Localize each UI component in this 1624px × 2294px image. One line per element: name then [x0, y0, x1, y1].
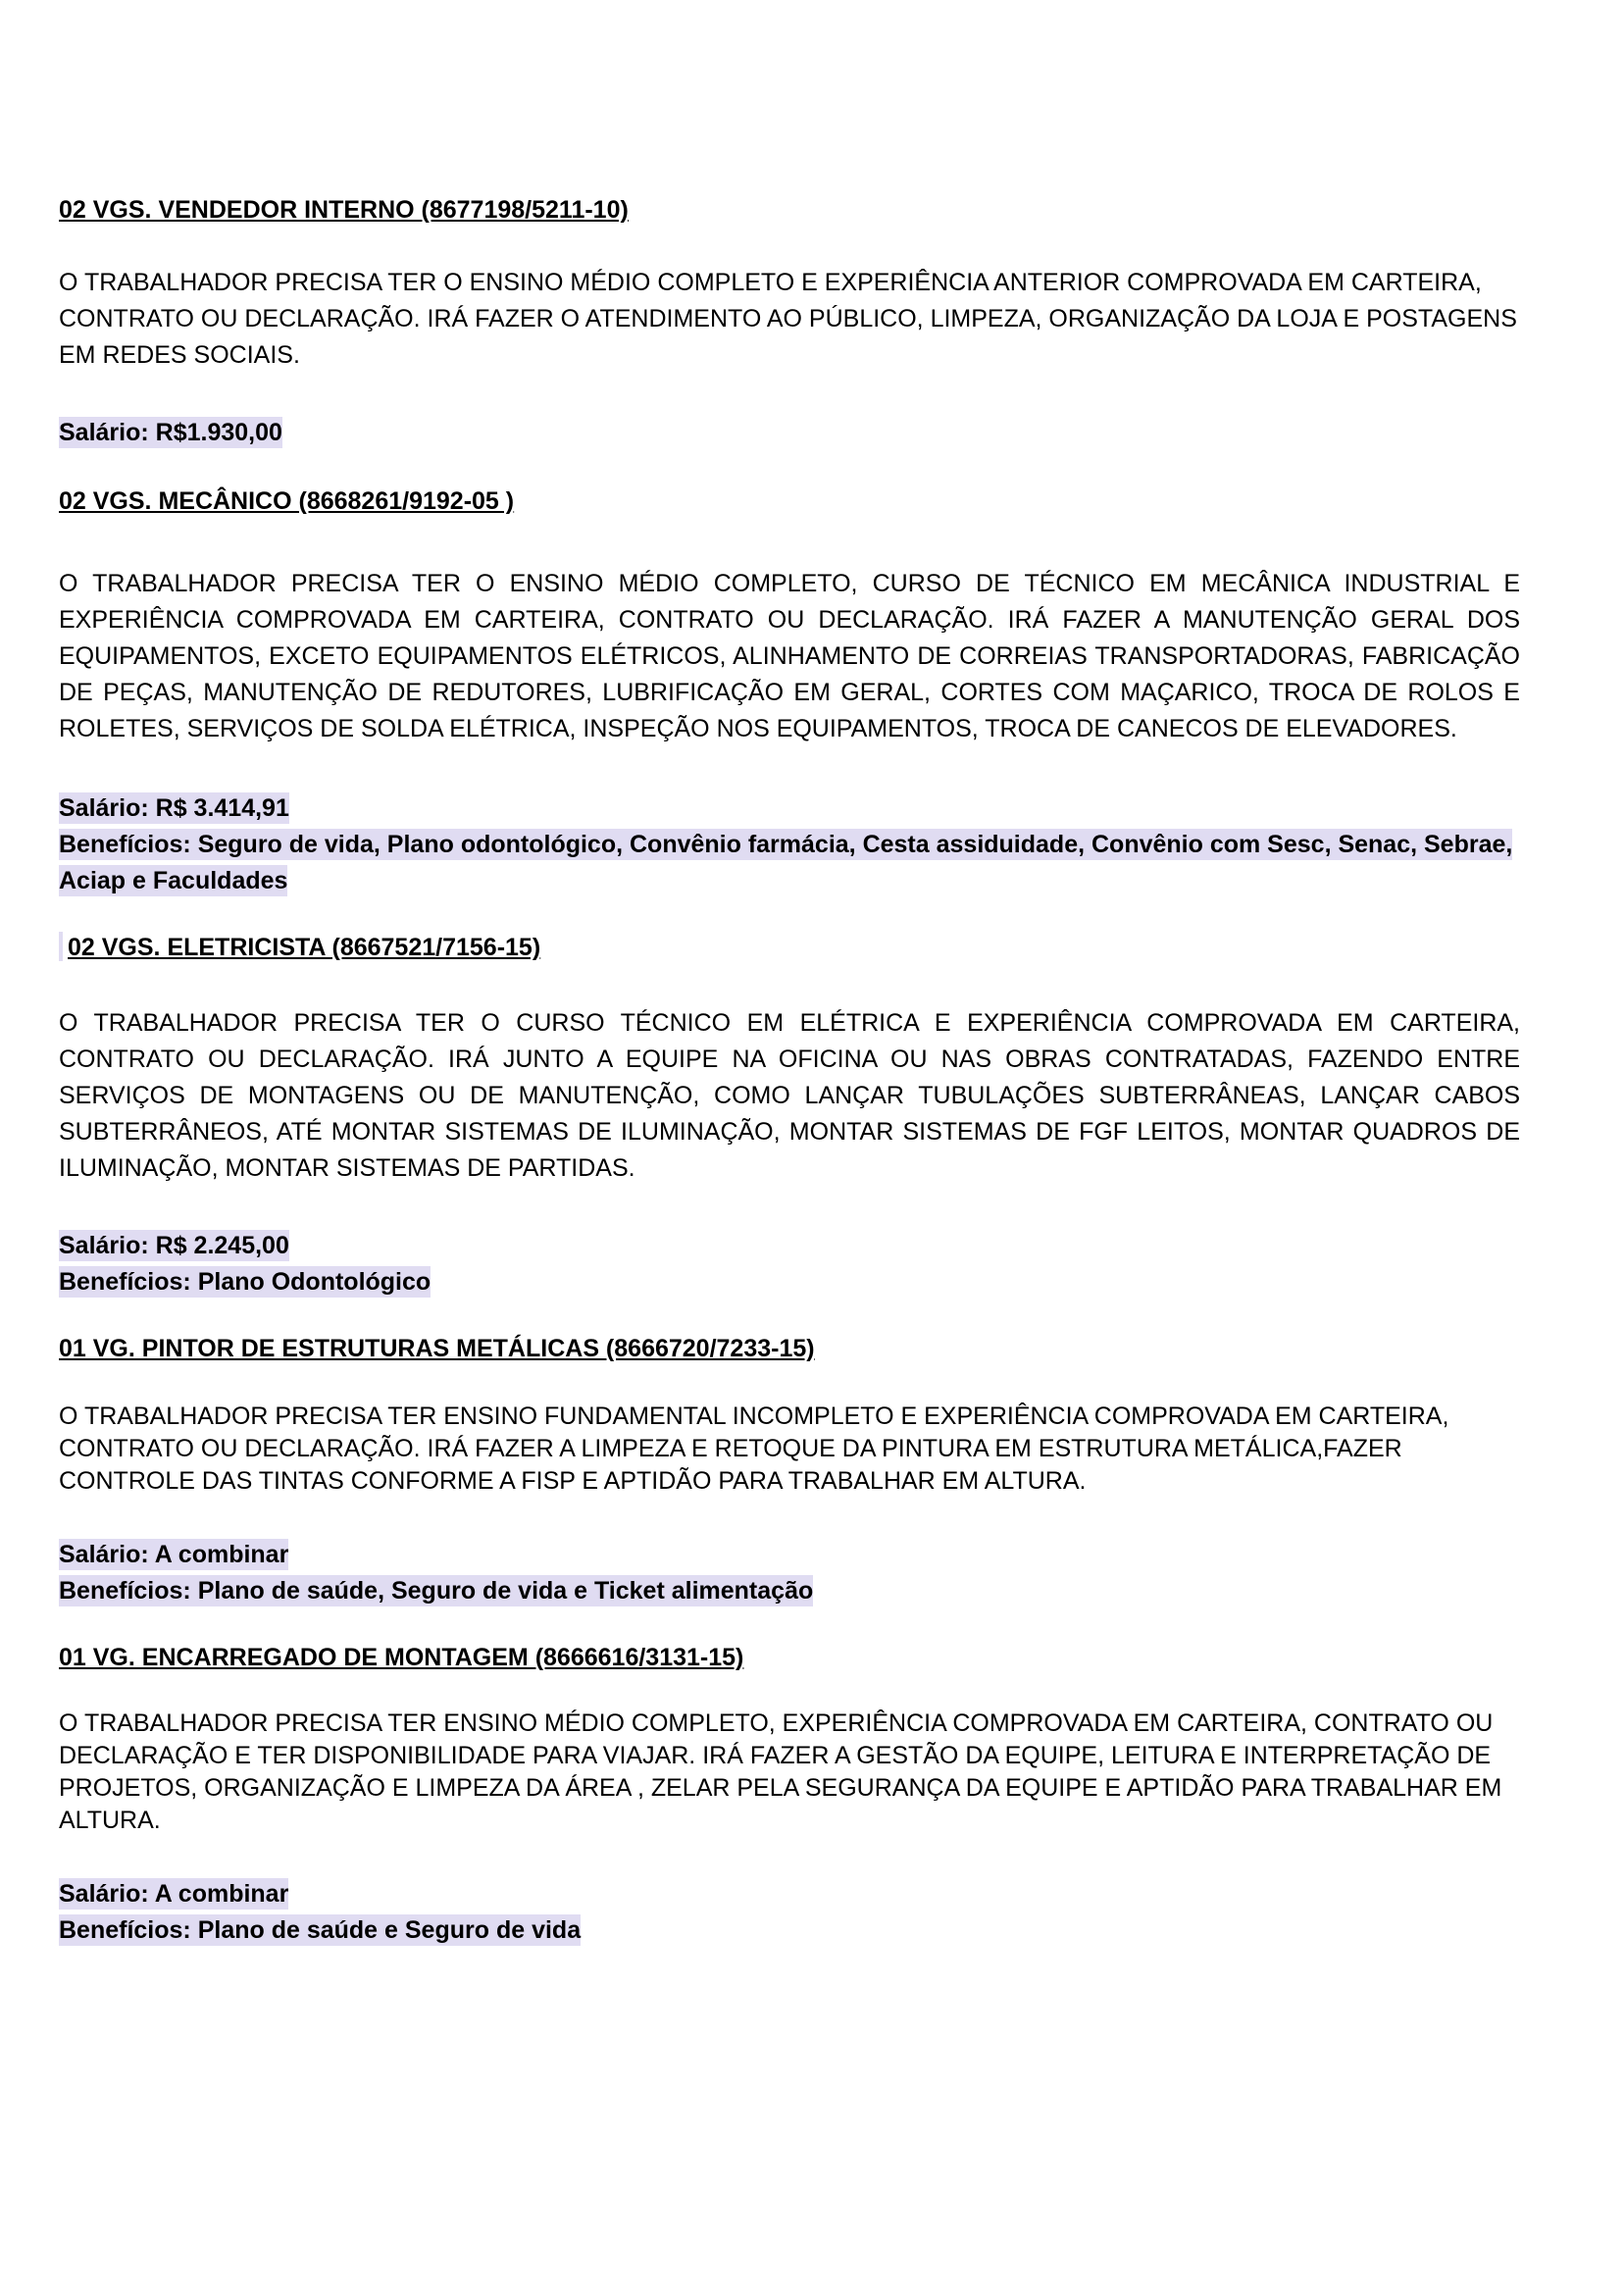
job-title: 02 VGS. VENDEDOR INTERNO (8677198/5211-10)	[59, 196, 629, 224]
job-description: O TRABALHADOR PRECISA TER O ENSINO MÉDIO COMPLETO E EXPERIÊNCIA ANTERIOR COMPROVADA EM CARTEIRA, CONTRATO OU DECLARAÇÃO. IRÁ FAZER O ATENDIMENTO AO PÚBLICO, LIMPEZA, ORGANIZAÇÃO DA LOJA E POSTAGENS EM REDES SOCIAIS.	[59, 269, 1517, 369]
job-benefits	[59, 1573, 1520, 1609]
benefits-text: Benefícios: Plano de saúde e Seguro de vida	[59, 1916, 582, 1944]
salary-text: Salário: A combinar	[59, 1541, 289, 1568]
salary-text: Salário: R$ 2.245,00	[59, 1232, 289, 1259]
job-title: 01 VG. ENCARREGADO DE MONTAGEM (8666616/3131-15)	[59, 1644, 744, 1671]
job-benefits	[59, 827, 1520, 899]
job-listing-pintor	[59, 1331, 1520, 1609]
salary-text: Salário: A combinar	[59, 1880, 289, 1908]
job-description: O TRABALHADOR PRECISA TER ENSINO FUNDAMENTAL INCOMPLETO E EXPERIÊNCIA COMPROVADA EM CARTEIRA, CONTRATO OU DECLARAÇÃO. IRÁ FAZER A LIMPEZA E RETOQUE DA PINTURA EM ESTRUTURA METÁLICA,FAZER CONTROLE DAS TINTAS CONFORME A FISP E APTIDÃO PARA TRABALHAR EM ALTURA.	[59, 1402, 1449, 1495]
job-title	[59, 930, 1520, 966]
salary-text: Salário: R$1.930,00	[59, 419, 282, 446]
document-page	[59, 192, 1520, 1949]
job-salary	[59, 790, 1520, 827]
benefits-text: Benefícios: Seguro de vida, Plano odontológico, Convênio farmácia, Cesta assiduidade, Convênio com Sesc, Senac, Sebrae, Aciap e Faculdades	[59, 831, 1513, 894]
job-title: 01 VG. PINTOR DE ESTRUTURAS METÁLICAS (8666720/7233-15)	[59, 1335, 815, 1362]
job-benefits	[59, 1912, 1520, 1949]
job-description: O TRABALHADOR PRECISA TER O ENSINO MÉDIO COMPLETO, CURSO DE TÉCNICO EM MECÂNICA INDUSTRIAL E EXPERIÊNCIA COMPROVADA EM CARTEIRA, CONTRATO OU DECLARAÇÃO. IRÁ FAZER A MANUTENÇÃO GERAL DOS EQUIPAMENTOS, EXCETO EQUIPAMENTOS ELÉTRICOS, ALINHAMENTO DE CORREIAS TRANSPORTADORAS, FABRICAÇÃO DE PEÇAS, MANUTENÇÃO DE REDUTORES, LUBRIFICAÇÃO EM GERAL, CORTES COM MAÇARICO, TROCA DE ROLOS E ROLETES, SERVIÇOS DE SOLDA ELÉTRICA, INSPEÇÃO NOS EQUIPAMENTOS, TROCA DE CANECOS DE ELEVADORES.	[59, 570, 1520, 742]
job-listing-encarregado-montagem	[59, 1640, 1520, 1949]
job-listing-eletricista	[59, 930, 1520, 1300]
job-salary	[59, 1876, 1520, 1912]
benefits-text: Benefícios: Plano de saúde, Seguro de vida e Ticket alimentação	[59, 1577, 814, 1605]
salary-text: Salário: R$ 3.414,91	[59, 794, 289, 822]
job-description: O TRABALHADOR PRECISA TER ENSINO MÉDIO COMPLETO, EXPERIÊNCIA COMPROVADA EM CARTEIRA, CONTRATO OU DECLARAÇÃO E TER DISPONIBILIDADE PARA VIAJAR. IRÁ FAZER A GESTÃO DA EQUIPE, LEITURA E INTERPRETAÇÃO DE PROJETOS, ORGANIZAÇÃO E LIMPEZA DA ÁREA , ZELAR PELA SEGURANÇA DA EQUIPE E APTIDÃO PARA TRABALHAR EM ALTURA.	[59, 1709, 1502, 1834]
job-listing-mecanico	[59, 484, 1520, 899]
job-description: O TRABALHADOR PRECISA TER O CURSO TÉCNICO EM ELÉTRICA E EXPERIÊNCIA COMPROVADA EM CARTEIRA, CONTRATO OU DECLARAÇÃO. IRÁ JUNTO A EQUIPE NA OFICINA OU NAS OBRAS CONTRATADAS, FAZENDO ENTRE SERVIÇOS DE MONTAGENS OU DE MANUTENÇÃO, COMO LANÇAR TUBULAÇÕES SUBTERRÂNEAS, LANÇAR CABOS SUBTERRÂNEOS, ATÉ MONTAR SISTEMAS DE ILUMINAÇÃO, MONTAR SISTEMAS DE FGF LEITOS, MONTAR QUADROS DE ILUMINAÇÃO, MONTAR SISTEMAS DE PARTIDAS.	[59, 1009, 1520, 1182]
benefits-text: Benefícios: Plano Odontológico	[59, 1268, 431, 1296]
job-salary	[59, 1537, 1520, 1573]
job-title-text: 02 VGS. ELETRICISTA (8667521/7156-15)	[68, 934, 541, 961]
job-benefits	[59, 1264, 1520, 1300]
job-salary	[59, 1228, 1520, 1264]
job-salary	[59, 415, 1520, 451]
highlight-marker	[59, 932, 63, 961]
job-title: 02 VGS. MECÂNICO (8668261/9192-05 )	[59, 487, 515, 515]
job-listing-vendedor-interno	[59, 192, 1520, 451]
